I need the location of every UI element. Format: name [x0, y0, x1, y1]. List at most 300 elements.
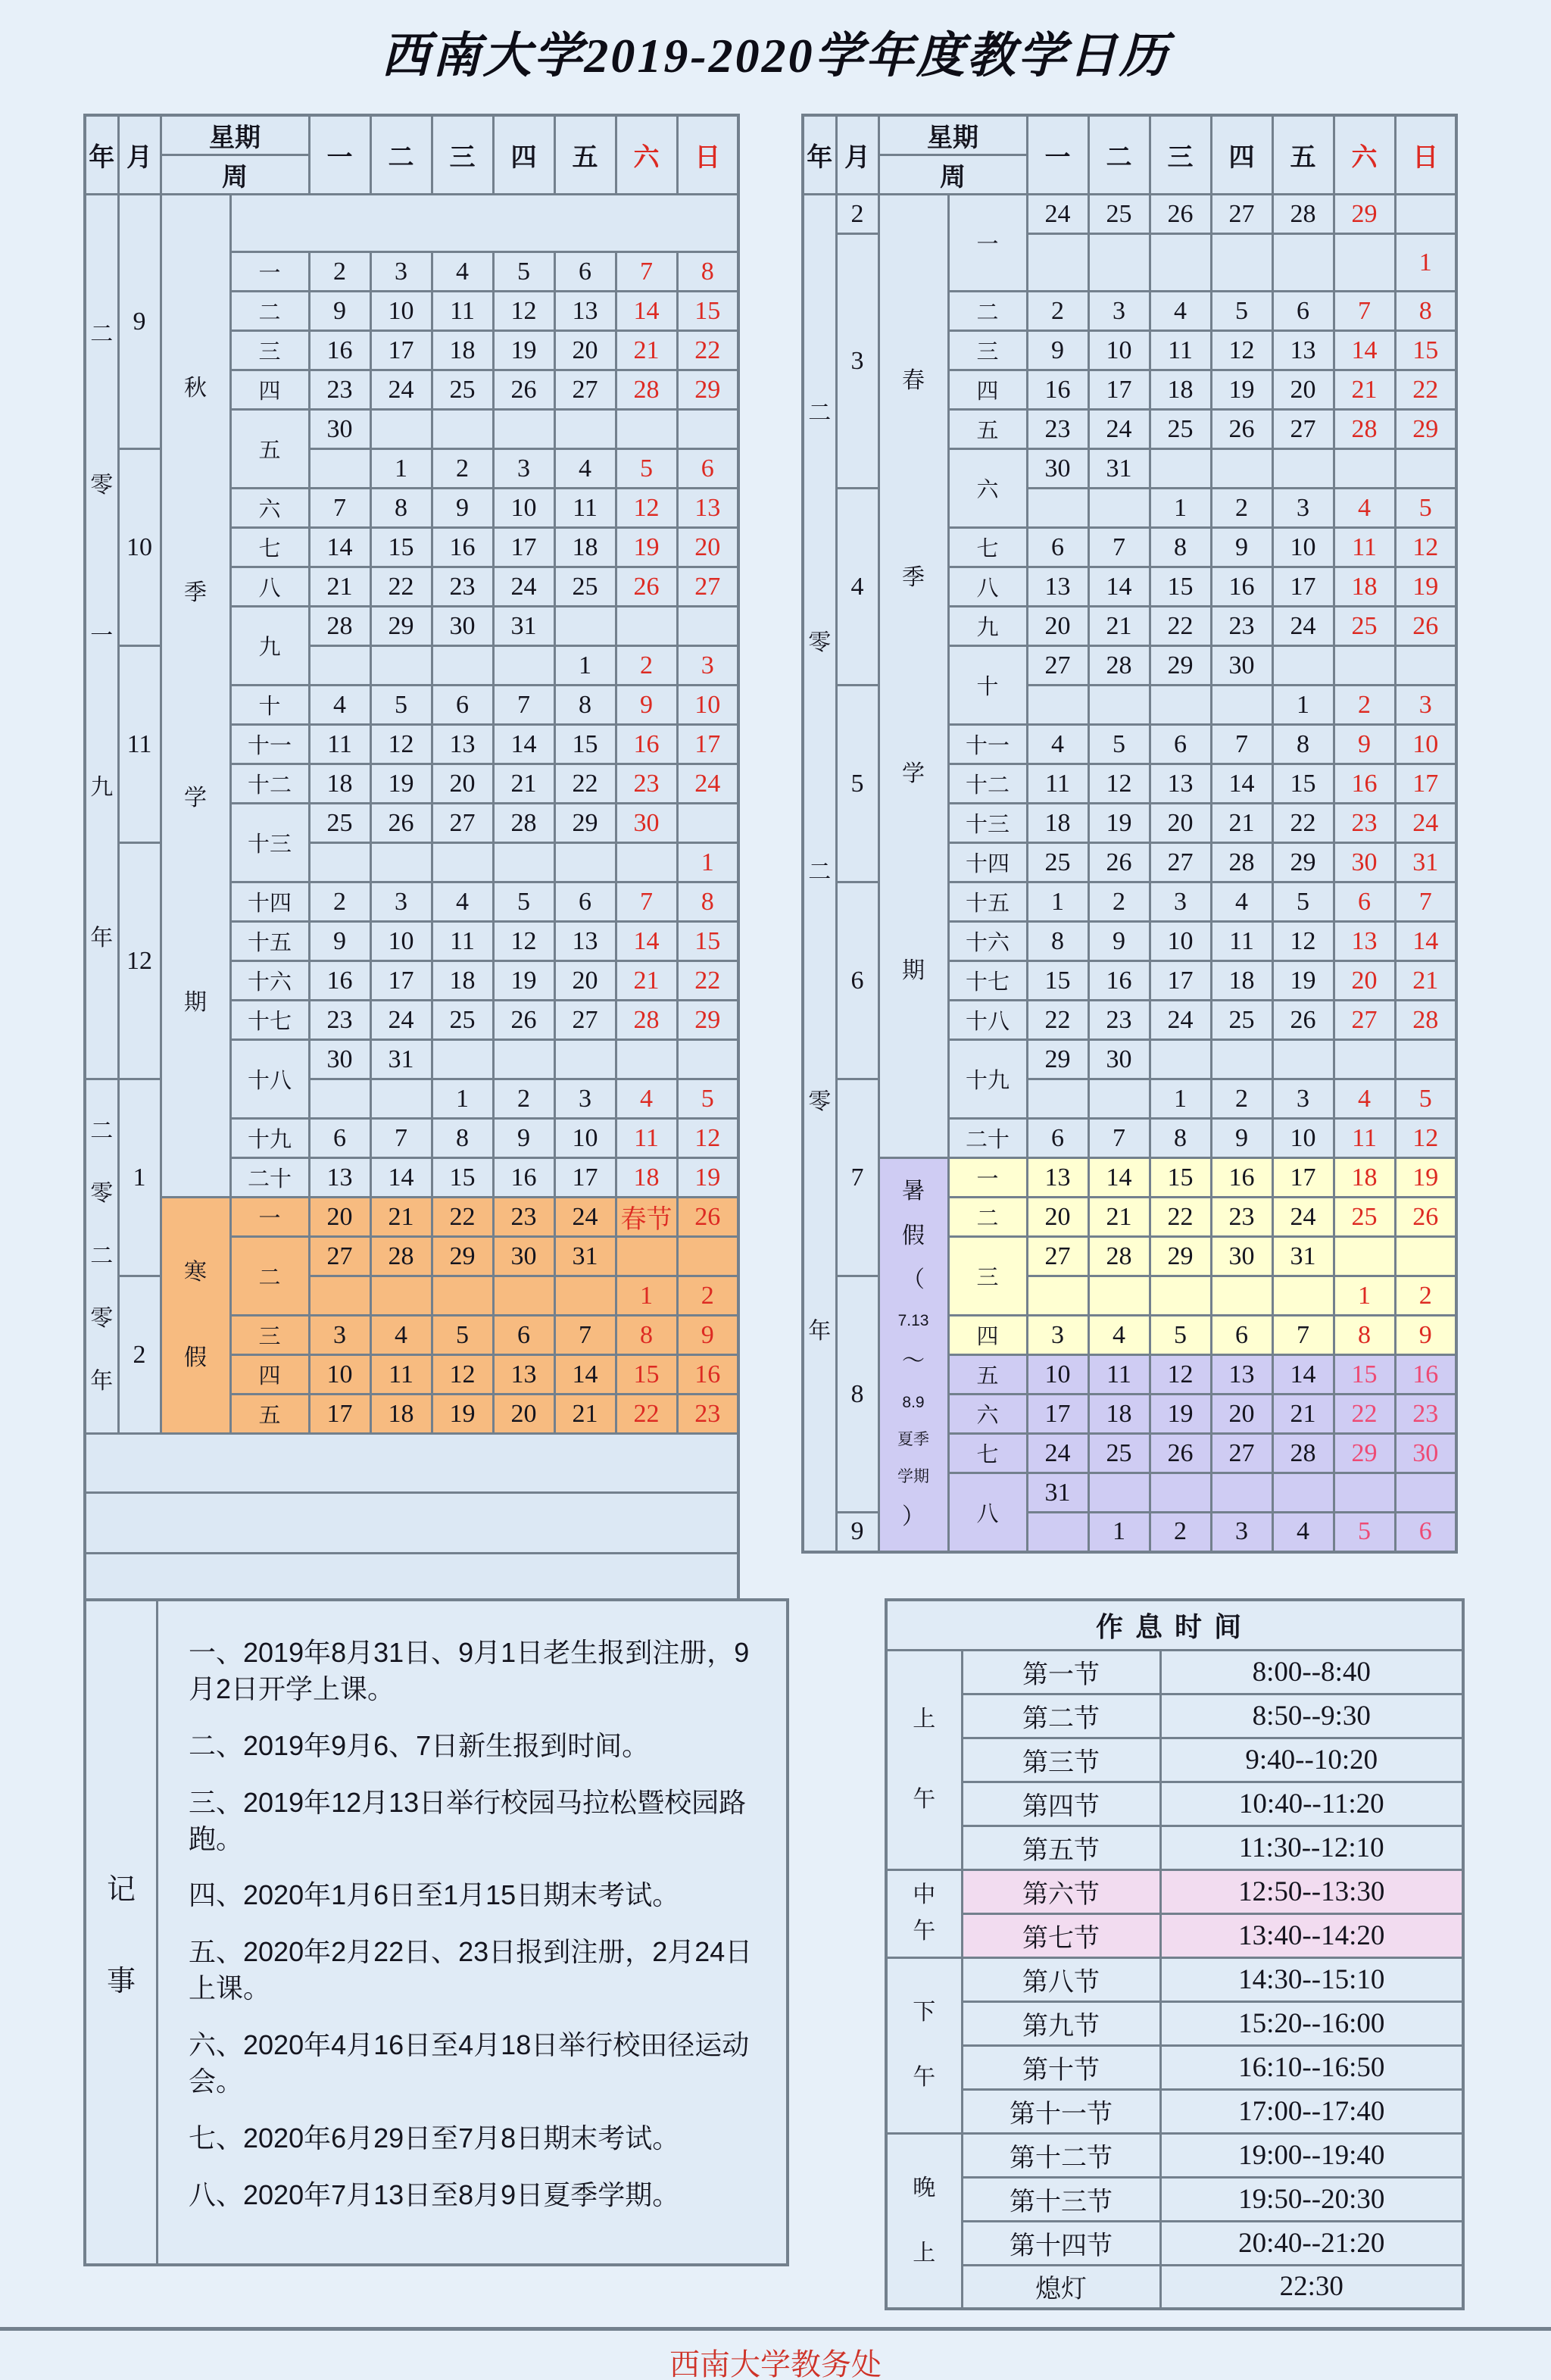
day-cell: [677, 1040, 738, 1079]
day-cell: 7: [1088, 1119, 1150, 1158]
week-number: 四: [230, 1355, 309, 1395]
day-cell: 26: [370, 804, 432, 843]
merged-empty-cell: [230, 195, 738, 252]
timetable-row: [886, 2177, 1463, 2221]
month-label: 3: [836, 234, 878, 489]
month-label: 5: [836, 686, 878, 882]
header-cycle-label: 周: [161, 155, 309, 195]
day-cell: [1150, 686, 1211, 725]
day-cell: 28: [1272, 1434, 1334, 1473]
day-cell: 28: [309, 607, 370, 646]
autumn-semester-calendar: [83, 114, 740, 1619]
vertical-char: 年: [90, 925, 114, 951]
day-cell: 7: [309, 489, 370, 528]
header-day: 四: [493, 115, 554, 195]
day-cell: [493, 1276, 554, 1316]
day-cell: [493, 410, 554, 449]
day-cell: [1334, 1473, 1395, 1513]
day-cell: 11: [616, 1119, 677, 1158]
day-cell: [1150, 449, 1211, 489]
day-cell: 17: [677, 725, 738, 764]
semester-label: [878, 195, 948, 1158]
header-month: 月: [118, 115, 161, 195]
day-cell: 23: [1211, 607, 1272, 646]
day-cell: 28: [1334, 410, 1395, 449]
day-cell: [1272, 1276, 1334, 1316]
vertical-char: 零: [808, 630, 832, 656]
day-cell: 17: [1395, 764, 1456, 804]
timetable-header-row: [886, 1600, 1463, 1650]
week-number: 十三: [230, 804, 309, 882]
day-cell: 8: [432, 1119, 493, 1158]
week-number: 二: [230, 292, 309, 331]
day-cell: 20: [554, 331, 616, 370]
day-cell: 10: [1272, 1119, 1334, 1158]
day-cell: 20: [1150, 804, 1211, 843]
day-cell: 4: [1088, 1316, 1150, 1355]
week-number: 十七: [230, 1001, 309, 1040]
day-cell: 13: [493, 1355, 554, 1395]
month-label: 7: [836, 1079, 878, 1276]
day-cell: 18: [1211, 961, 1272, 1001]
day-cell: 13: [1027, 567, 1088, 607]
day-cell: 1: [1150, 1079, 1211, 1119]
day-cell: 26: [1088, 843, 1150, 882]
day-cell: 5: [1211, 292, 1272, 331]
day-cell: 5: [1272, 882, 1334, 922]
day-cell: 7: [493, 686, 554, 725]
day-cell: 17: [370, 961, 432, 1001]
timetable-row: [886, 1694, 1463, 1738]
week-number: 十一: [948, 725, 1027, 764]
period-label: 第十二节: [962, 2133, 1160, 2177]
day-cell: 11: [370, 1355, 432, 1395]
day-cell: [432, 646, 493, 686]
day-cell: 29: [432, 1237, 493, 1276]
day-cell: 9: [493, 1119, 554, 1158]
timetable-row: [886, 1957, 1463, 2001]
day-cell: 3: [1395, 686, 1456, 725]
vertical-char: （: [902, 1267, 925, 1292]
day-cell: 17: [370, 331, 432, 370]
period-label: 第五节: [962, 1826, 1160, 1869]
day-cell: 11: [1027, 764, 1088, 804]
week-number: 十一: [230, 725, 309, 764]
day-cell: 29: [677, 370, 738, 410]
day-cell: 4: [432, 252, 493, 292]
period-label: 第十三节: [962, 2177, 1160, 2221]
day-cell: 22: [1150, 1198, 1211, 1237]
vertical-char: 九: [90, 774, 114, 800]
period-time: 22:30: [1160, 2265, 1463, 2309]
day-cell: 27: [1211, 1434, 1272, 1473]
day-cell: 9: [309, 292, 370, 331]
timetable-row: [886, 2001, 1463, 2045]
day-cell: [1334, 646, 1395, 686]
vertical-char: 中: [913, 1882, 936, 1908]
vertical-char: ）: [902, 1504, 925, 1530]
calendar-week-row: [85, 1493, 738, 1554]
day-cell: 13: [1272, 331, 1334, 370]
week-number: 五: [948, 410, 1027, 449]
day-cell: 13: [1027, 1158, 1088, 1198]
day-cell: [554, 843, 616, 882]
day-cell: [677, 804, 738, 843]
day-cell: 10: [1088, 331, 1150, 370]
day-cell: 23: [1395, 1395, 1456, 1434]
day-cell: 18: [554, 528, 616, 567]
header-cycle-label: 周: [878, 155, 1027, 195]
day-cell: 16: [1088, 961, 1150, 1001]
vertical-char: 上: [913, 2240, 936, 2266]
day-cell: [677, 607, 738, 646]
day-cell: 8: [1272, 725, 1334, 764]
session-label: [886, 2133, 962, 2309]
note-item: 五、2020年2月22日、23日报到注册，2月24日上课。: [189, 1936, 753, 2004]
day-cell: 14: [1211, 764, 1272, 804]
day-cell: 23: [1211, 1198, 1272, 1237]
day-cell: [370, 1079, 432, 1119]
month-label: 10: [118, 449, 161, 646]
timetable-row: [886, 1913, 1463, 1957]
day-cell: 16: [309, 331, 370, 370]
day-cell: 14: [370, 1158, 432, 1198]
day-cell: 19: [370, 764, 432, 804]
day-cell: 14: [309, 528, 370, 567]
day-cell: 28: [1088, 646, 1150, 686]
day-cell: 3: [309, 1316, 370, 1355]
month-label: 6: [836, 882, 878, 1079]
day-cell: 7: [1211, 725, 1272, 764]
day-cell: 14: [616, 292, 677, 331]
day-cell: 3: [1272, 1079, 1334, 1119]
day-cell: 13: [309, 1158, 370, 1198]
day-cell: 20: [309, 1198, 370, 1237]
day-cell: 25: [1211, 1001, 1272, 1040]
notes-panel: [83, 1598, 789, 2266]
vertical-char: 午: [913, 1918, 936, 1944]
day-cell: 6: [1150, 725, 1211, 764]
empty-row-cell: [85, 1493, 738, 1554]
day-cell: 21: [1088, 607, 1150, 646]
day-cell: 4: [309, 686, 370, 725]
period-time: 17:00--17:40: [1160, 2089, 1463, 2133]
week-number: 三: [230, 1316, 309, 1355]
day-cell: 26: [677, 1198, 738, 1237]
day-cell: [616, 1237, 677, 1276]
day-cell: [493, 843, 554, 882]
day-cell: 12: [1272, 922, 1334, 961]
day-cell: 8: [1150, 528, 1211, 567]
day-cell: [1211, 234, 1272, 292]
day-cell: 4: [432, 882, 493, 922]
day-cell: 5: [677, 1079, 738, 1119]
day-cell: 16: [309, 961, 370, 1001]
vertical-char: 秋: [184, 376, 207, 401]
header-week-label: 星期: [878, 115, 1027, 155]
day-cell: 7: [616, 252, 677, 292]
header-day: 二: [370, 115, 432, 195]
day-cell: [1150, 1473, 1211, 1513]
day-cell: 6: [1211, 1316, 1272, 1355]
day-cell: 23: [1027, 410, 1088, 449]
week-number: 十: [948, 646, 1027, 725]
day-cell: 29: [1027, 1040, 1088, 1079]
day-cell: [432, 843, 493, 882]
day-cell: 1: [1334, 1276, 1395, 1316]
day-cell: 20: [1027, 1198, 1088, 1237]
day-cell: 30: [1027, 449, 1088, 489]
period-label: 第二节: [962, 1694, 1160, 1738]
day-cell: 13: [432, 725, 493, 764]
day-cell: 19: [1395, 567, 1456, 607]
day-cell: 21: [309, 567, 370, 607]
day-cell: 24: [1150, 1001, 1211, 1040]
week-number: 四: [230, 370, 309, 410]
day-cell: [1334, 449, 1395, 489]
day-cell: 30: [1211, 1237, 1272, 1276]
day-cell: 16: [1334, 764, 1395, 804]
week-number: 二: [230, 1237, 309, 1316]
header-day: 六: [1334, 115, 1395, 195]
week-number: 十五: [230, 922, 309, 961]
day-cell: 2: [309, 252, 370, 292]
month-label: 4: [836, 489, 878, 686]
day-cell: 12: [1211, 331, 1272, 370]
day-cell: [677, 1237, 738, 1276]
day-cell: [1150, 1040, 1211, 1079]
day-cell: 24: [370, 370, 432, 410]
day-cell: 11: [1211, 922, 1272, 961]
day-cell: 15: [370, 528, 432, 567]
note-item: 三、2019年12月13日举行校园马拉松暨校园路跑。: [189, 1786, 747, 1854]
day-cell: [1395, 1237, 1456, 1276]
vertical-char: 一: [90, 623, 114, 649]
day-cell: 22: [554, 764, 616, 804]
day-cell: 26: [616, 567, 677, 607]
day-cell: 15: [677, 922, 738, 961]
day-cell: [1211, 1276, 1272, 1316]
vertical-char: 8.9: [902, 1393, 925, 1411]
week-number: 七: [948, 1434, 1027, 1473]
week-number: 十七: [948, 961, 1027, 1001]
timetable-row: [886, 1738, 1463, 1782]
day-cell: 4: [1211, 882, 1272, 922]
day-cell: [1088, 1473, 1150, 1513]
day-cell: 9: [1027, 331, 1088, 370]
day-cell: 27: [1334, 1001, 1395, 1040]
period-label: 第九节: [962, 2001, 1160, 2045]
day-cell: 19: [616, 528, 677, 567]
day-cell: [554, 607, 616, 646]
note-item: 六、2020年4月16日至4月18日举行校田径运动会。: [189, 2029, 750, 2097]
day-cell: 2: [1027, 292, 1088, 331]
session-label: [886, 1869, 962, 1957]
day-cell: 28: [616, 370, 677, 410]
day-cell: [616, 843, 677, 882]
session-label: [886, 1650, 962, 1869]
day-cell: 22: [677, 961, 738, 1001]
day-cell: 23: [432, 567, 493, 607]
day-cell: 16: [677, 1355, 738, 1395]
day-cell: 16: [616, 725, 677, 764]
header-month: 月: [836, 115, 878, 195]
day-cell: [432, 1040, 493, 1079]
timetable-row: [886, 1826, 1463, 1869]
day-cell: 14: [616, 922, 677, 961]
day-cell: 24: [1272, 607, 1334, 646]
day-cell: 3: [370, 882, 432, 922]
week-number: 十二: [230, 764, 309, 804]
day-cell: 20: [432, 764, 493, 804]
week-number: 二十: [230, 1158, 309, 1198]
day-cell: 17: [1027, 1395, 1088, 1434]
week-number: 六: [948, 449, 1027, 528]
day-cell: 26: [1395, 607, 1456, 646]
day-cell: 16: [1211, 567, 1272, 607]
day-cell: 15: [677, 292, 738, 331]
day-cell: 6: [554, 252, 616, 292]
header-day: 五: [554, 115, 616, 195]
day-cell: 29: [554, 804, 616, 843]
day-cell: 13: [1334, 922, 1395, 961]
semester-label: [161, 195, 230, 1198]
header-day: 一: [309, 115, 370, 195]
day-cell: [1211, 1473, 1272, 1513]
notes-label-char: 记: [106, 1874, 136, 1906]
day-cell: 12: [493, 292, 554, 331]
day-cell: 3: [677, 646, 738, 686]
day-cell: [1272, 449, 1334, 489]
day-cell: 26: [1211, 410, 1272, 449]
day-cell: [309, 449, 370, 489]
day-cell: 27: [1027, 646, 1088, 686]
day-cell: 30: [432, 607, 493, 646]
day-cell: [677, 410, 738, 449]
day-cell: 26: [1272, 1001, 1334, 1040]
day-cell: 17: [1088, 370, 1150, 410]
vertical-char: 年: [90, 1368, 114, 1394]
period-label: 第三节: [962, 1738, 1160, 1782]
day-cell: 21: [1334, 370, 1395, 410]
day-cell: 9: [1334, 725, 1395, 764]
day-cell: [1088, 1276, 1150, 1316]
day-cell: 2: [1211, 489, 1272, 528]
day-cell: 22: [1395, 370, 1456, 410]
day-cell: [309, 1276, 370, 1316]
day-cell: 5: [1150, 1316, 1211, 1355]
day-cell: 20: [677, 528, 738, 567]
day-cell: 12: [1395, 1119, 1456, 1158]
day-cell: [1088, 1079, 1150, 1119]
day-cell: 15: [1334, 1355, 1395, 1395]
day-cell: 14: [1334, 331, 1395, 370]
vertical-char: 季: [902, 564, 925, 590]
timetable-title: 作息时间: [886, 1600, 1463, 1650]
day-cell: 20: [554, 961, 616, 1001]
period-label: 第六节: [962, 1869, 1160, 1913]
note-item: 一、2019年8月31日、9月1日老生报到注册，9月2日开学上课。: [189, 1637, 750, 1704]
day-cell: 24: [1027, 195, 1088, 234]
day-cell: 22: [370, 567, 432, 607]
day-cell: 5: [616, 449, 677, 489]
day-cell: 29: [1150, 646, 1211, 686]
day-cell: 3: [1211, 1513, 1272, 1552]
week-number: 五: [230, 1395, 309, 1434]
vertical-char: 寒: [184, 1260, 207, 1285]
vertical-char: 晚: [913, 2175, 936, 2200]
day-cell: 8: [1150, 1119, 1211, 1158]
day-cell: 24: [554, 1198, 616, 1237]
day-cell: 16: [1395, 1355, 1456, 1395]
day-cell: 23: [309, 370, 370, 410]
day-cell: 10: [1150, 922, 1211, 961]
day-cell: 5: [432, 1316, 493, 1355]
day-cell: 15: [1150, 567, 1211, 607]
week-number: 三: [230, 331, 309, 370]
year-label: [803, 195, 836, 1552]
day-cell: 28: [616, 1001, 677, 1040]
day-cell: 19: [1088, 804, 1150, 843]
day-cell: [1150, 234, 1211, 292]
timetable-row: [886, 2265, 1463, 2309]
period-time: 10:40--11:20: [1160, 1782, 1463, 1826]
day-cell: 2: [1211, 1079, 1272, 1119]
calendar-header-row: [85, 115, 738, 155]
day-cell: 10: [1027, 1355, 1088, 1395]
day-cell: 8: [677, 252, 738, 292]
day-cell: 12: [1395, 528, 1456, 567]
day-cell: [309, 646, 370, 686]
footer-divider: [0, 2327, 1551, 2331]
day-cell: 31: [493, 607, 554, 646]
day-cell: 5: [493, 252, 554, 292]
header-day: 二: [1088, 115, 1150, 195]
week-number: 十六: [230, 961, 309, 1001]
day-cell: 25: [1334, 607, 1395, 646]
header-day: 日: [677, 115, 738, 195]
day-cell: 7: [1334, 292, 1395, 331]
period-label: 熄灯: [962, 2265, 1160, 2309]
day-cell: [1395, 195, 1456, 234]
day-cell: [1027, 489, 1088, 528]
week-number: 七: [230, 528, 309, 567]
day-cell: [1334, 1040, 1395, 1079]
day-cell: [1272, 1040, 1334, 1079]
day-cell: 4: [1027, 725, 1088, 764]
day-cell: 1: [1272, 686, 1334, 725]
day-cell: 2: [1395, 1276, 1456, 1316]
day-cell: 28: [1088, 1237, 1150, 1276]
day-cell: [432, 410, 493, 449]
day-cell: 27: [677, 567, 738, 607]
timetable-row: [886, 1782, 1463, 1826]
day-cell: 18: [616, 1158, 677, 1198]
day-cell: 19: [1211, 370, 1272, 410]
day-cell: 23: [1088, 1001, 1150, 1040]
day-cell: 9: [1088, 922, 1150, 961]
day-cell: 25: [432, 370, 493, 410]
day-cell: 22: [677, 331, 738, 370]
day-cell: 7: [1395, 882, 1456, 922]
period-label: 第十一节: [962, 2089, 1160, 2133]
week-number: 十三: [948, 804, 1027, 843]
day-cell: [1088, 489, 1150, 528]
day-cell: 7: [370, 1119, 432, 1158]
day-cell: 2: [616, 646, 677, 686]
day-cell: 15: [1150, 1158, 1211, 1198]
day-cell: 5: [1395, 489, 1456, 528]
